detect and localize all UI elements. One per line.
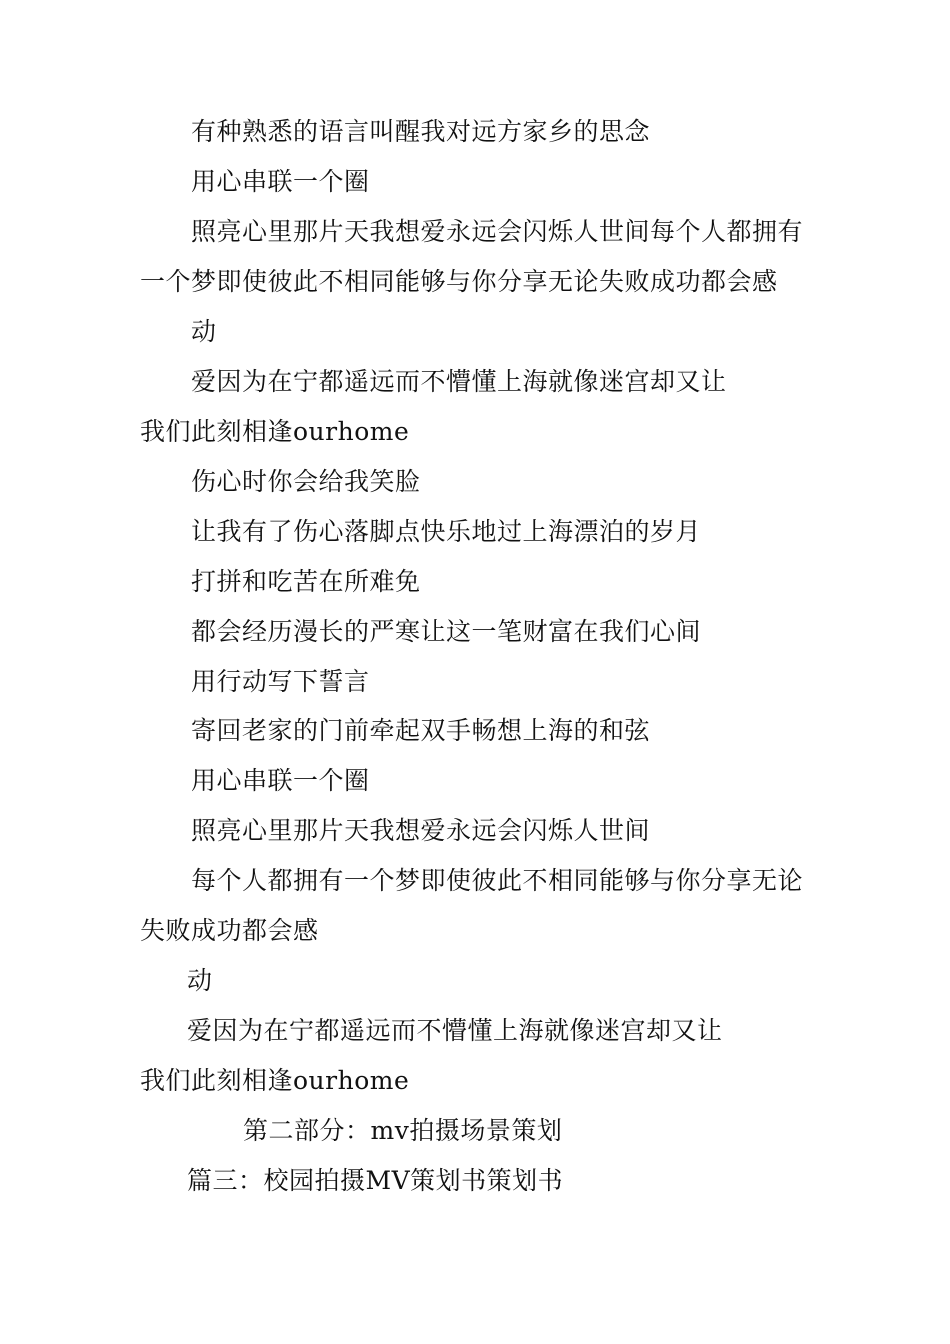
text-line: 用心串联一个圈 (191, 167, 370, 196)
text-line: 我们此刻相逢ourhome (140, 417, 410, 446)
text-line: 失败成功都会感 (140, 916, 319, 945)
text-line: 有种熟悉的语言叫醒我对远方家乡的思念 (191, 117, 651, 146)
text-line: 动 (187, 966, 213, 995)
text-line: 用行动写下誓言 (191, 667, 370, 696)
text-line: 照亮心里那片天我想爱永远会闪烁人世间每个人都拥有 (191, 217, 804, 246)
text-line: 用心串联一个圈 (191, 766, 370, 795)
chapter-heading: 篇三：校园拍摄MV策划书策划书 (187, 1166, 564, 1195)
text-line: 一个梦即使彼此不相同能够与你分享无论失败成功都会感 (140, 267, 778, 296)
text-line: 每个人都拥有一个梦即使彼此不相同能够与你分享无论 (191, 866, 804, 895)
text-line: 都会经历漫长的严寒让这一笔财富在我们心间 (191, 617, 702, 646)
text-line: 打拼和吃苦在所难免 (191, 567, 421, 596)
text-line: 伤心时你会给我笑脸 (191, 467, 421, 496)
text-line: 照亮心里那片天我想爱永远会闪烁人世间 (191, 816, 651, 845)
text-line: 寄回老家的门前牵起双手畅想上海的和弦 (191, 716, 651, 745)
text-line: 爱因为在宁都遥远而不懵懂上海就像迷宫却又让 (187, 1016, 723, 1045)
text-line: 让我有了伤心落脚点快乐地过上海漂泊的岁月 (191, 517, 702, 546)
text-line: 动 (191, 317, 217, 346)
text-line: 爱因为在宁都遥远而不懵懂上海就像迷宫却又让 (191, 367, 727, 396)
text-line: 我们此刻相逢ourhome (140, 1066, 410, 1095)
section-heading: 第二部分：mv拍摄场景策划 (243, 1116, 563, 1145)
